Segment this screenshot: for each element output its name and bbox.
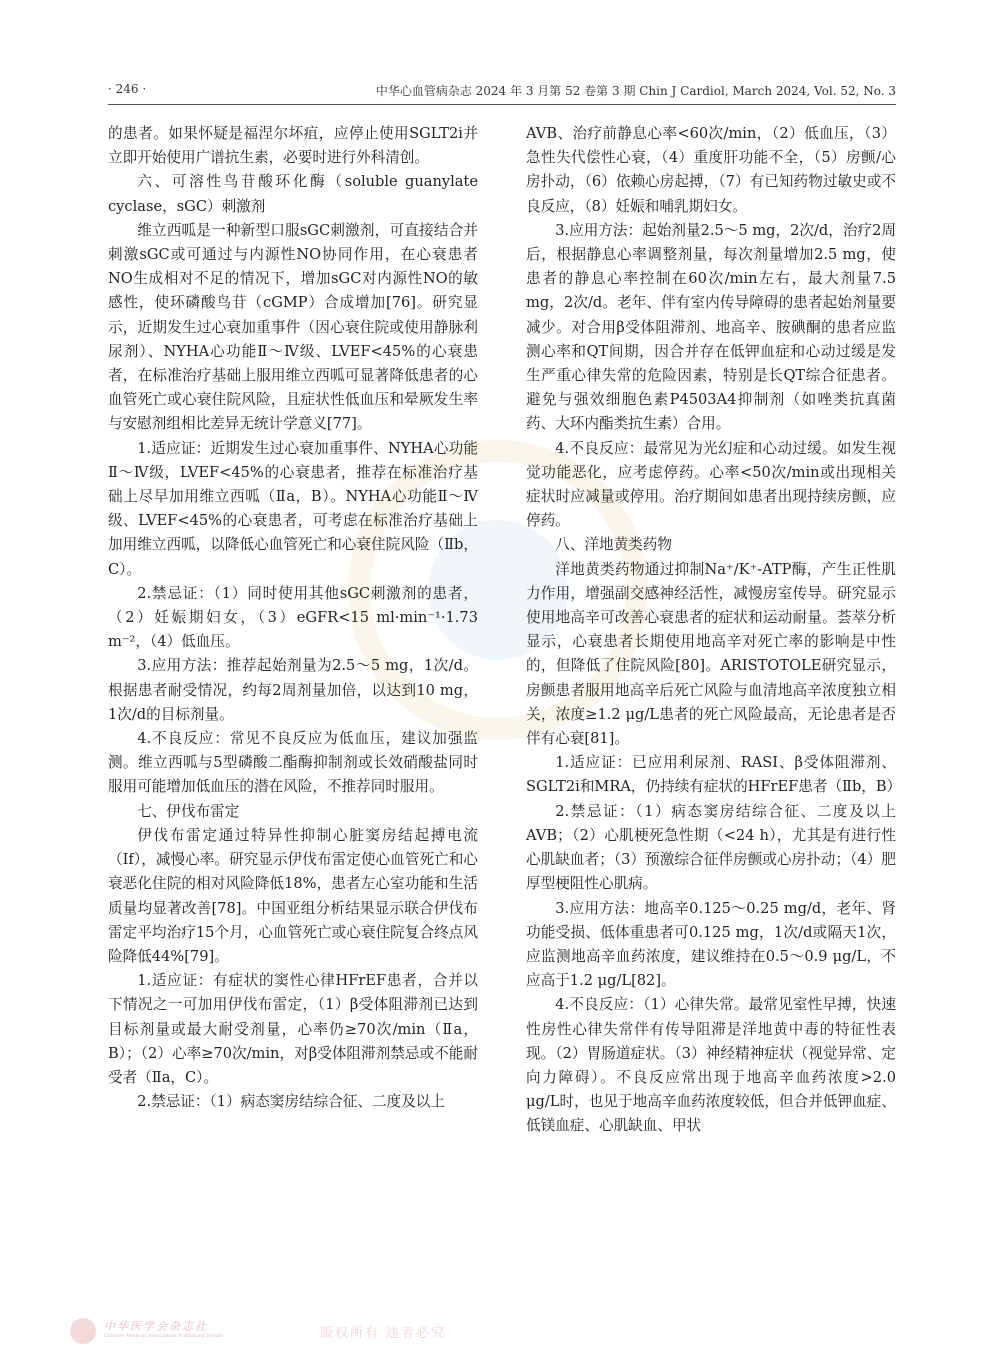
paragraph: 4.不良反应：常见不良反应为低血压，建议加强监测。维立西呱与5型磷酸二酯酶抑制剂或长效硝酸盐同时服用可能增加低血压的潜在风险，不推荐同时服用。	[108, 730, 478, 796]
paragraph: AVB、治疗前静息心率<60次/min，（2）低血压，（3）急性失代偿性心衰，（4）重度肝功能不全，（5）房颤/心房扑动，（6）依赖心房起搏，（7）有已知药物过敏史或不良反应，（8）妊娠和哺乳期妇女。	[526, 125, 896, 215]
left-column	[108, 122, 478, 1114]
paragraph: 3.应用方法：地高辛0.125～0.25 mg/d，老年、肾功能受损、低体重患者可0.125 mg，1次/d或隔天1次，应监测地高辛血药浓度，建议维持在0.5～0.9 μg/L，不应高于1.2 μg/L[82]。	[526, 899, 896, 990]
publisher-name-en: Chinese Medical Association Publishing House	[104, 1333, 223, 1339]
page-number: · 246 ·	[108, 82, 147, 96]
section-heading: 七、伊伐布雷定	[137, 802, 240, 820]
paragraph: 1.适应证：近期发生过心衰加重事件、NYHA心功能Ⅱ～Ⅳ级，LVEF<45%的心衰患者，推荐在标准治疗基础上尽早加用维立西呱（Ⅱa，B）。NYHA心功能Ⅱ～Ⅳ级、LVEF<45%的心衰患者，可考虑在标准治疗基础上加用维立西呱，以降低心血管死亡和心衰住院风险（Ⅱb，C）。	[108, 439, 478, 578]
section-heading: 八、洋地黄类药物	[555, 536, 672, 554]
copyright-mark: 版权所有 违者必究	[320, 1326, 447, 1341]
right-column	[526, 122, 902, 1139]
paragraph: 4.不良反应：最常见为光幻症和心动过缓。如发生视觉功能恶化，应考虑停药。心率<50次/min或出现相关症状时应减量或停用。治疗期间如患者出现持续房颤，应停药。	[526, 439, 896, 530]
paragraph: 维立西呱是一种新型口服sGC刺激剂，可直接结合并刺激sGC或可通过与内源性NO协同作用，在心衰患者NO生成相对不足的情况下，增加sGC对内源性NO的敏感性，使环磷酸鸟苷（cGMP）合成增加[76]。研究显示，近期发生过心衰加重事件（因心衰住院或使用静脉利尿剂）、NYHA心功能Ⅱ～Ⅳ级、LVEF<45%的心衰患者，在标准治疗基础上服用维立西呱可显著降低患者的心血管死亡或心衰住院风险，且症状性低血压和晕厥发生率与安慰剂组相比差异无统计学意义[77]。	[108, 221, 478, 433]
paragraph: 1.适应证：有症状的窦性心律HFrEF患者，合并以下情况之一可加用伊伐布雷定，（1）β受体阻滞剂已达到目标剂量或最大耐受剂量，心率仍≥70次/min（Ⅱa，B）；（2）心率≥70次/min，对β受体阻滞剂禁忌或不能耐受者（Ⅱa，C）。	[108, 972, 478, 1086]
paragraph: 1.适应证：已应用利尿剂、RASI、β受体阻滞剂、SGLT2i和MRA，仍持续有症状的HFrEF患者（Ⅱb，B）	[526, 754, 902, 796]
paragraph: 伊伐布雷定通过特异性抑制心脏窦房结起搏电流（If），减慢心率。研究显示伊伐布雷定使心血管死亡和心衰恶化住院的相对风险降低18%，患者左心室功能和生活质量均显著改善[78]。中国亚组分析结果显示联合伊伐布雷定平均治疗15个月，心血管死亡或心衰住院复合终点风险降低44%[79]。	[108, 826, 478, 965]
paragraph: 2.禁忌证：（1）同时使用其他sGC刺激剂的患者，（2）妊娠期妇女，（3）eGFR<15 ml·min⁻¹·1.73 m⁻²，（4）低血压。	[108, 584, 478, 651]
paragraph: 的患者。如果怀疑是福涅尔坏疽，应停止使用SGLT2i并立即开始使用广谱抗生素，必要时进行外科清创。	[108, 125, 478, 167]
paragraph: 2.禁忌证：（1）病态窦房结综合征、二度及以上	[137, 1093, 445, 1111]
running-header	[108, 82, 896, 102]
paragraph: 4.不良反应：（1）心律失常。最常见室性早搏，快速性房性心律失常伴有传导阻滞是洋地黄中毒的特征性表现。（2）胃肠道症状。（3）神经精神症状（视觉异常、定向力障碍）。不良反应常出现于地高辛血药浓度>2.0 μg/L时，也见于地高辛血药浓度较低，但合并低钾血症、低镁血症、心肌缺血、甲状	[526, 996, 896, 1135]
publisher-name: 中华医学会杂志社	[104, 1320, 208, 1333]
header-rule	[108, 104, 896, 105]
paragraph: 洋地黄类药物通过抑制Na⁺/K⁺-ATP酶，产生正性肌力作用，增强副交感神经活性，减慢房室传导。研究显示使用地高辛可改善心衰患者的症状和运动耐量。荟萃分析显示，心衰患者长期使用地高辛对死亡率的影响是中性的，但降低了住院风险[80]。ARISTOTOLE研究显示，房颤患者服用地高辛后死亡风险与血清地高辛浓度独立相关，浓度≥1.2 μg/L患者的死亡风险最高，无论患者是否伴有心衰[81]。	[526, 560, 896, 748]
paragraph: 2.禁忌证：（1）病态窦房结综合征、二度及以上AVB；（2）心肌梗死急性期（<24 h），尤其是有进行性心肌缺血者；（3）预激综合征伴房颤或心房扑动；（4）肥厚型梗阻性心肌病。	[526, 802, 896, 893]
section-heading: 六、可溶性鸟苷酸环化酶（soluble guanylate cyclase，sGC）刺激剂	[108, 173, 478, 215]
journal-citation: 中华心血管病杂志 2024 年 3 月第 52 卷第 3 期 Chin J Cardiol, March 2024, Vol. 52, No. 3	[375, 84, 896, 98]
flower-logo-icon	[70, 1318, 96, 1344]
publisher-logo	[70, 1318, 470, 1342]
paragraph: 3.应用方法：推荐起始剂量为2.5～5 mg，1次/d。根据患者耐受情况，约每2周剂量加倍，以达到10 mg，1次/d的目标剂量。	[108, 657, 478, 723]
paragraph: 3.应用方法：起始剂量2.5～5 mg，2次/d，治疗2周后，根据静息心率调整剂量，每次剂量增加2.5 mg，使患者的静息心率控制在60次/min左右，最大剂量7.5 mg，2次/d。老年、伴有室内传导障碍的患者起始剂量要减少。对合用β受体阻滞剂、地高辛、胺碘酮的患者应监测心率和QT间期，因合并存在低钾血症和心动过缓是发生严重心律失常的危险因素，特别是长QT综合征患者。避免与强效细胞色素P4503A4抑制剂（如唑类抗真菌药、大环内酯类抗生素）合用。	[526, 221, 896, 433]
